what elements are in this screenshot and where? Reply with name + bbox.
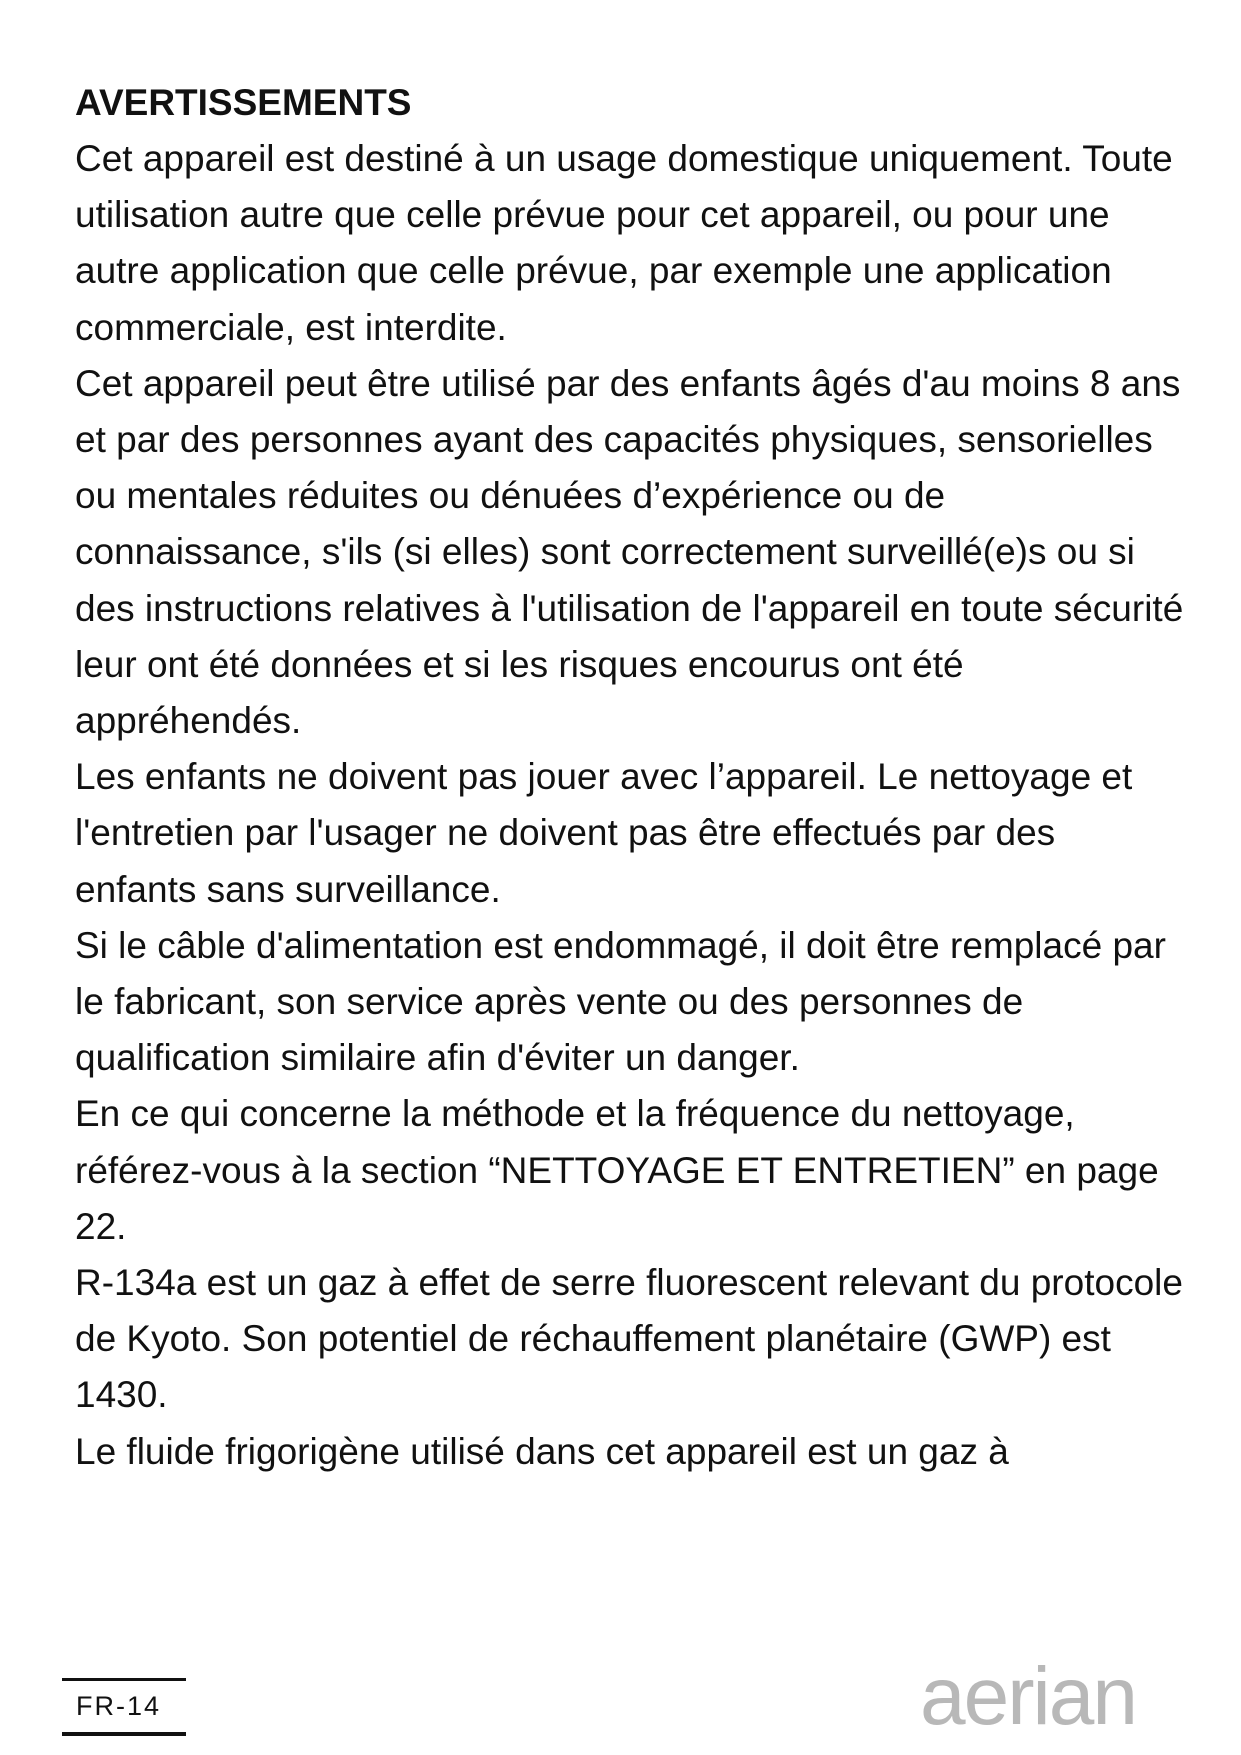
paragraph-power-cable: Si le câble d'alimentation est endommagé, il doit être remplacé par le fabricant, son service après vente ou des personnes de qualification similaire afin d'éviter un danger. [75,924,1166,1079]
section-heading: AVERTISSEMENTS [75,82,412,123]
brand-logo [918,1652,1148,1742]
warnings-section [75,75,1185,1480]
page-number: FR-14 [62,1678,186,1736]
paragraph-refrigerant-fluid: Le fluide frigorigène utilisé dans cet appareil est un gaz à [75,1430,1009,1472]
paragraph-refrigerant-gas: R-134a est un gaz à effet de serre fluorescent relevant du protocole de Kyoto. Son potentiel de réchauffement planétaire (GWP) est 1430. [75,1262,1183,1416]
paragraph-cleaning-reference: En ce qui concerne la méthode et la fréquence du nettoyage, référez-vous à la section “NETTOYAGE ET ENTRETIEN” en page 22. [75,1093,1159,1247]
brand-logo-text: aerian [920,1652,1136,1742]
paragraph-domestic-use: Cet appareil est destiné à un usage domestique uniquement. Toute utilisation autre que celle prévue pour cet appareil, ou pour une autre application que celle prévue, par exemple une application commerciale, est interdite. [75,138,1173,348]
paragraph-children-supervision: Cet appareil peut être utilisé par des enfants âgés d'au moins 8 ans et par des personnes ayant des capacités physiques, sensorielles ou mentales réduites ou dénuées d’expérience ou de connaissance, s'ils (si elles) sont correctement surveillé(e)s ou si des instructions relatives à l'utilisation de l'appareil en toute sécurité leur ont été données et si les risques encourus ont été appréhendés. [75,362,1184,742]
paragraph-children-play: Les enfants ne doivent pas jouer avec l’appareil. Le nettoyage et l'entretien par l'usager ne doivent pas être effectués par des enfants sans surveillance. [75,756,1133,910]
